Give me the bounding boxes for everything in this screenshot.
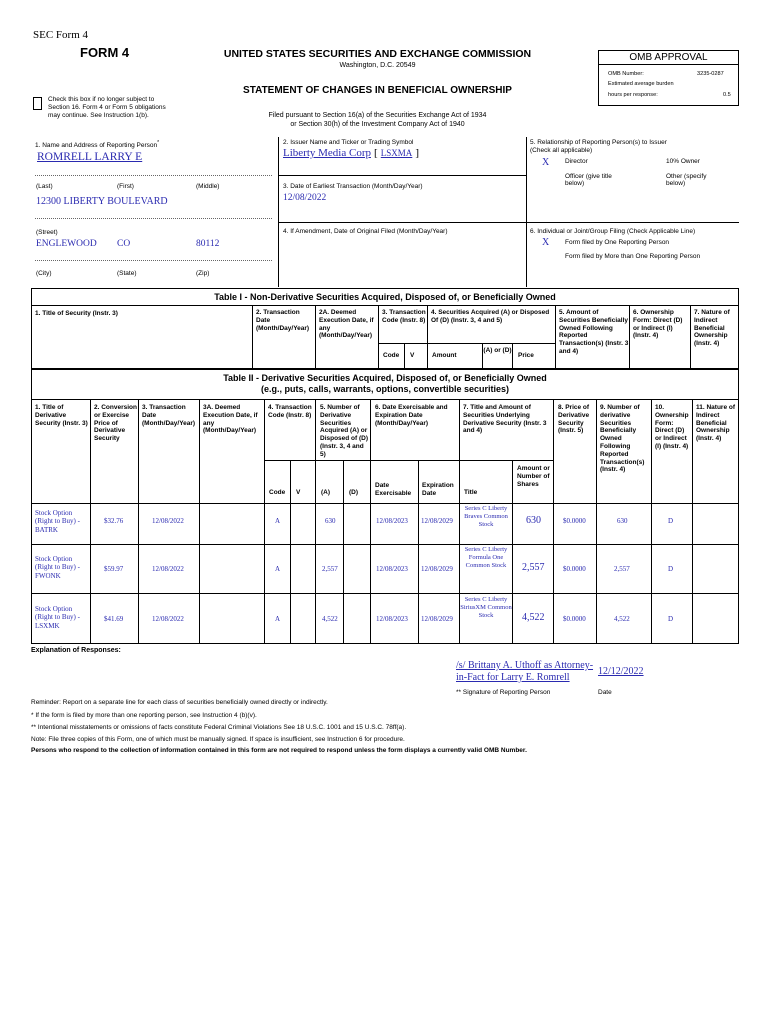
omb-burden-label-2: hours per response: bbox=[608, 92, 658, 98]
t2-expiration-date: Expiration Date bbox=[422, 482, 454, 497]
t1-aord: (A) or (D) bbox=[483, 347, 512, 354]
commission-title: UNITED STATES SECURITIES AND EXCHANGE COMMISSION bbox=[223, 48, 532, 60]
checkbox-text-line-3: may continue. See Instruction 1(b). bbox=[48, 111, 149, 119]
issuer-label: 2. Issuer Name and Ticker or Trading Symbol bbox=[283, 139, 414, 146]
relationship-label bbox=[530, 139, 667, 155]
row3-a: 4,522 bbox=[322, 615, 338, 623]
t2-col6: 6. Date Exercisable and Expiration Date (Month/Day/Year) bbox=[375, 404, 448, 427]
t1-col2: 2. Transaction Date (Month/Day/Year) bbox=[256, 309, 310, 332]
issuer-name: Liberty Media Corp bbox=[283, 147, 371, 159]
omb-title: OMB APPROVAL bbox=[629, 52, 708, 63]
t1-code: Code bbox=[383, 352, 400, 359]
signature-line-2: in-Fact for Larry E. Romrell bbox=[456, 672, 570, 683]
director-label: Director bbox=[565, 158, 588, 165]
amendment-label: 4. If Amendment, Date of Original Filed (Month/Day/Year) bbox=[283, 228, 448, 235]
first-label: (First) bbox=[117, 183, 134, 190]
one-person-label: Form filed by One Reporting Person bbox=[565, 239, 670, 246]
form-title: FORM 4 bbox=[80, 45, 130, 60]
city-label: (City) bbox=[36, 270, 52, 277]
row3-security: Stock Option (Right to Buy) - LSXMK bbox=[35, 605, 80, 630]
row1-price: $32.76 bbox=[104, 517, 124, 525]
t2-col4: 4. Transaction Code (Instr. 8) bbox=[268, 404, 312, 419]
t2-col9: 9. Number of derivative Securities Beneficially Owned Following Reported Transaction(s) (Instr. 4) bbox=[600, 404, 645, 474]
other-label-1: Other (specify bbox=[666, 173, 707, 180]
reporting-person-name: ROMRELL LARRY E bbox=[37, 151, 143, 163]
t2-col3a: 3A. Deemed Execution Date, if any (Month/Day/Year) bbox=[203, 404, 258, 435]
state-label: (State) bbox=[117, 270, 137, 277]
reporting-person-asterisk: * bbox=[157, 140, 160, 146]
note-star: * If the form is filed by more than one reporting person, see Instruction 4 (b)(v). bbox=[31, 712, 257, 719]
t2-col11: 11. Nature of Indirect Beneficial Ownership (Instr. 4) bbox=[696, 404, 736, 443]
row3-title: Series C Liberty SiriusXM Common Stock bbox=[460, 596, 512, 619]
t2-amount-shares: Amount or Number of Shares bbox=[517, 465, 550, 488]
row2-code: A bbox=[275, 565, 281, 573]
t2-col7: 7. Title and Amount of Securities Underlying Derivative Security (Instr. 3 and 4) bbox=[463, 404, 547, 435]
no-longer-subject-checkbox[interactable] bbox=[33, 97, 42, 110]
filing-label: 6. Individual or Joint/Group Filing (Check Applicable Line) bbox=[530, 228, 696, 235]
row3-exercisable: 12/08/2023 bbox=[376, 615, 408, 623]
row2-expiration: 12/08/2029 bbox=[421, 565, 453, 573]
street-value: 12300 LIBERTY BOULEVARD bbox=[36, 196, 168, 207]
t2-v: V bbox=[296, 489, 301, 496]
ten-pct-owner-label: 10% Owner bbox=[666, 158, 700, 165]
table2-title-1: Table II - Derivative Securities Acquired, Disposed of, or Beneficially Owned bbox=[223, 373, 547, 383]
t1-col5: 5. Amount of Securities Beneficially Owned Following Reported Transaction(s) (Instr. 3 and 4) bbox=[559, 309, 629, 355]
row2-title: Series C Liberty Formula One Common Stock bbox=[464, 546, 508, 569]
t2-col2: 2. Conversion or Exercise Price of Derivative Security bbox=[94, 404, 137, 443]
row1-owned: 630 bbox=[617, 517, 628, 525]
t1-col3: 3. Transaction Code (Instr. 8) bbox=[382, 309, 426, 324]
t2-col3: 3. Transaction Date (Month/Day/Year) bbox=[142, 404, 196, 427]
commission-city: Washington, D.C. 20549 bbox=[339, 62, 416, 69]
t1-col4: 4. Securities Acquired (A) or Disposed Of (D) (Instr. 3, 4 and 5) bbox=[431, 309, 550, 324]
t2-a: (A) bbox=[321, 489, 331, 496]
row1-expiration: 12/08/2029 bbox=[421, 517, 453, 525]
t2-col10: 10. Ownership Form: Direct (D) or Indirect (I) (Instr. 4) bbox=[655, 404, 689, 450]
row3-price: $41.69 bbox=[104, 615, 124, 623]
state-value: CO bbox=[117, 239, 131, 249]
signature-line-1: /s/ Brittany A. Uthoff as Attorney- bbox=[456, 660, 594, 671]
omb-burden-value: 0.5 bbox=[723, 92, 731, 98]
t1-amount: Amount bbox=[432, 352, 457, 359]
last-label: (Last) bbox=[36, 183, 53, 190]
reminder-text: Reminder: Report on a separate line for each class of securities beneficially owned directly or indirectly. bbox=[31, 699, 328, 706]
relationship-label-1: 5. Relationship of Reporting Person(s) to Issuer bbox=[530, 139, 667, 146]
filed-pursuant-2: or Section 30(h) of the Investment Company Act of 1940 bbox=[290, 121, 465, 128]
checkbox-text bbox=[48, 96, 166, 119]
t2-col1: 1. Title of Derivative Security (Instr. 3) bbox=[35, 404, 88, 427]
t1-col2a: 2A. Deemed Execution Date, if any (Month/Day/Year) bbox=[319, 309, 374, 340]
row2-shares: 2,557 bbox=[522, 562, 545, 573]
t1-col6: 6. Ownership Form: Direct (D) or Indirect (I) (Instr. 4) bbox=[633, 309, 683, 340]
sec-form-label: SEC Form 4 bbox=[33, 29, 89, 41]
row3-code: A bbox=[275, 615, 281, 623]
officer-label-2: below) bbox=[565, 180, 585, 188]
table1-title: Table I - Non-Derivative Securities Acquired, Disposed of, or Beneficially Owned bbox=[214, 292, 556, 302]
city-value: ENGLEWOOD bbox=[36, 239, 97, 249]
checkbox-text-line-1: Check this box if no longer subject to bbox=[48, 96, 155, 103]
other-label-2: below) bbox=[666, 180, 686, 188]
row3-deriv-price: $0.0000 bbox=[563, 615, 586, 623]
row3-expiration: 12/08/2029 bbox=[421, 615, 453, 623]
other-label bbox=[666, 173, 706, 188]
signature-label: ** Signature of Reporting Person bbox=[456, 689, 551, 696]
omb-number-label: OMB Number: bbox=[608, 71, 644, 77]
zip-label: (Zip) bbox=[196, 270, 210, 277]
row1-a: 630 bbox=[325, 517, 336, 525]
sign-date: 12/12/2022 bbox=[598, 666, 644, 677]
reporting-person-label-text: 1. Name and Address of Reporting Person bbox=[35, 142, 158, 150]
t2-col8: 8. Price of Derivative Security (Instr. 5) bbox=[558, 404, 590, 435]
officer-label bbox=[565, 173, 612, 188]
t1-col1: 1. Title of Security (Instr. 3) bbox=[35, 310, 118, 317]
statement-title: STATEMENT OF CHANGES IN BENEFICIAL OWNERSHIP bbox=[243, 85, 512, 96]
row1-title: Series C Liberty Braves Common Stock bbox=[464, 505, 508, 528]
row1-form: D bbox=[668, 517, 674, 525]
row1-exercisable: 12/08/2023 bbox=[376, 517, 408, 525]
ticker-open: [ bbox=[374, 147, 378, 159]
row3-date: 12/08/2022 bbox=[152, 615, 184, 623]
omb-burden-label-1: Estimated average burden bbox=[608, 81, 674, 87]
t2-col5: 5. Number of Derivative Securities Acquired (A) or Disposed of (D) (Instr. 3, 4 and 5) bbox=[320, 404, 369, 458]
officer-label-1: Officer (give title bbox=[565, 173, 612, 180]
row3-shares: 4,522 bbox=[522, 612, 545, 623]
one-person-x-mark: X bbox=[542, 237, 550, 248]
more-persons-label: Form filed by More than One Reporting Person bbox=[565, 253, 701, 260]
reporting-person-label bbox=[35, 140, 159, 149]
t2-title: Title bbox=[464, 489, 478, 496]
row1-security: Stock Option (Right to Buy) - BATRK bbox=[35, 509, 80, 534]
persons-notice: Persons who respond to the collection of information contained in this form are not required to respond unless the form displays a currently valid OMB Number. bbox=[31, 747, 527, 754]
t1-col7: 7. Nature of Indirect Beneficial Ownership (Instr. 4) bbox=[694, 309, 730, 348]
row1-date: 12/08/2022 bbox=[152, 517, 184, 525]
signature bbox=[456, 660, 593, 684]
t1-v: V bbox=[410, 352, 415, 359]
relationship-label-2: (Check all applicable) bbox=[530, 146, 593, 154]
row3-owned: 4,522 bbox=[614, 615, 630, 623]
t2-d: (D) bbox=[349, 489, 359, 496]
row1-code: A bbox=[275, 517, 281, 525]
row1-shares: 630 bbox=[526, 515, 541, 526]
earliest-transaction-label: 3. Date of Earliest Transaction (Month/Day/Year) bbox=[283, 183, 423, 190]
issuer-value bbox=[283, 147, 419, 159]
row3-form: D bbox=[668, 615, 674, 623]
t2-date-exercisable: Date Exercisable bbox=[375, 482, 412, 497]
ticker-close: ] bbox=[415, 147, 420, 159]
street-label: (Street) bbox=[36, 229, 58, 236]
row2-security: Stock Option (Right to Buy) - FWONK bbox=[35, 555, 80, 580]
filed-pursuant-1: Filed pursuant to Section 16(a) of the Securities Exchange Act of 1934 bbox=[268, 112, 487, 119]
row2-a: 2,557 bbox=[322, 565, 338, 573]
note-file: Note: File three copies of this Form, one of which must be manually signed. If space is insufficient, see Instruction 6 for procedure. bbox=[31, 736, 405, 743]
date-label: Date bbox=[598, 689, 612, 696]
issuer-ticker: LSXMA bbox=[380, 148, 413, 158]
zip-value: 80112 bbox=[196, 239, 220, 249]
note-double-star: ** Intentional misstatements or omissions of facts constitute Federal Criminal Violations See 18 U.S.C. 1001 and 15 U.S.C. 78ff(a). bbox=[31, 724, 407, 731]
row1-deriv-price: $0.0000 bbox=[563, 517, 586, 525]
row2-price: $59.97 bbox=[104, 565, 124, 573]
omb-number-value: 3235-0287 bbox=[697, 71, 724, 77]
t1-price: Price bbox=[518, 352, 534, 359]
row2-owned: 2,557 bbox=[614, 565, 630, 573]
checkbox-text-line-2: Section 16. Form 4 or Form 5 obligations bbox=[48, 103, 166, 111]
row2-form: D bbox=[668, 565, 674, 573]
director-x-mark: X bbox=[542, 157, 550, 168]
table2-title-2: (e.g., puts, calls, warrants, options, convertible securities) bbox=[260, 384, 510, 394]
t2-code: Code bbox=[269, 489, 286, 496]
row2-date: 12/08/2022 bbox=[152, 565, 184, 573]
row2-deriv-price: $0.0000 bbox=[563, 565, 586, 573]
explanation-label: Explanation of Responses: bbox=[31, 647, 121, 654]
earliest-transaction-date: 12/08/2022 bbox=[283, 193, 327, 203]
middle-label: (Middle) bbox=[196, 183, 220, 190]
row2-exercisable: 12/08/2023 bbox=[376, 565, 408, 573]
